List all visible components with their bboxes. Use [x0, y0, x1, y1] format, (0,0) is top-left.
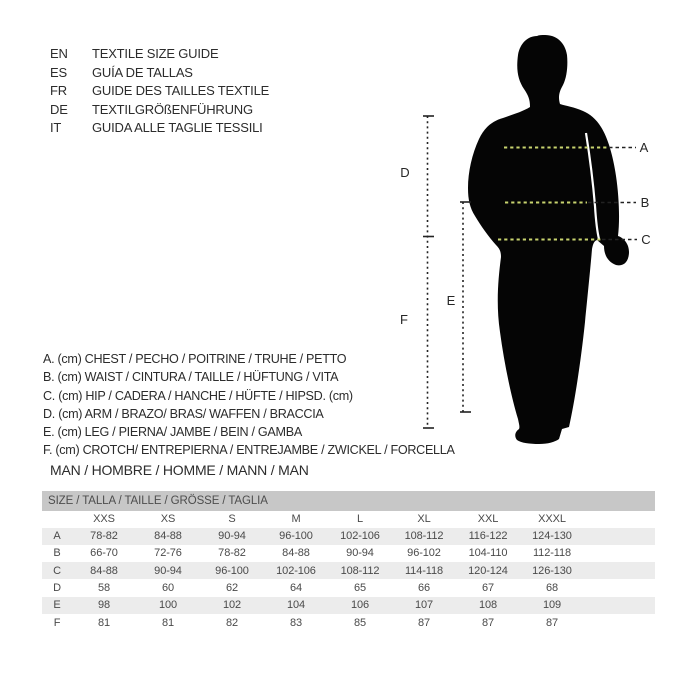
cell: 67	[481, 582, 495, 595]
legend-chest: A. (cm) CHEST / PECHO / POITRINE / TRUHE / PETTO	[43, 352, 347, 366]
measurement-legend	[43, 350, 455, 460]
cell: 66-70	[90, 547, 118, 560]
cell: 124-130	[532, 530, 572, 543]
diagram-label-f: F	[400, 312, 408, 327]
size-table	[42, 491, 655, 631]
col-xxl: XXL	[477, 513, 499, 526]
legend-waist: B. (cm) WAIST / CINTURA / TAILLE / HÜFTUNG / VITA	[43, 370, 339, 385]
cell: 66	[417, 582, 431, 595]
language-code: ES	[50, 64, 67, 80]
cell: 98	[97, 599, 111, 612]
language-title: TEXTILE SIZE GUIDE	[92, 46, 219, 61]
language-code: IT	[50, 120, 62, 136]
cell: 96-100	[279, 530, 313, 543]
cell: 96-100	[215, 564, 249, 577]
table-row-f	[42, 614, 655, 631]
cell: 109	[542, 599, 562, 612]
cell: 90-94	[154, 564, 182, 577]
cell: 87	[417, 616, 431, 629]
cell: 87	[545, 616, 559, 629]
col-xl: XL	[417, 513, 431, 526]
row-label: D	[53, 582, 61, 595]
cell: 85	[353, 616, 367, 629]
language-title: GUIDA ALLE TAGLIE TESSILI	[92, 120, 263, 136]
language-code: DE	[50, 101, 68, 117]
cell: 60	[161, 582, 175, 595]
cell: 83	[289, 616, 303, 629]
cell: 64	[289, 582, 303, 595]
cell: 72-76	[154, 547, 182, 560]
cell: 104	[286, 599, 306, 612]
row-label: A	[53, 530, 61, 543]
language-title: GUÍA DE TALLAS	[92, 64, 193, 80]
col-l: L	[356, 513, 364, 526]
cell: 116-122	[468, 530, 508, 543]
cell: 120-124	[468, 564, 508, 577]
cell: 90-94	[346, 547, 374, 560]
cell: 114-118	[404, 564, 444, 577]
diagram-label-b: B	[640, 195, 650, 210]
legend-hip: C. (cm) HIP / CADERA / HANCHE / HÜFTE / HIPSD. (cm)	[43, 388, 353, 403]
diagram-label-a: A	[639, 140, 649, 155]
col-xxxl: XXXL	[538, 513, 566, 526]
cell: 104-110	[468, 547, 508, 560]
table-row-a	[42, 528, 655, 545]
cell: 102-106	[340, 530, 380, 543]
table-row-d	[42, 579, 655, 596]
language-code: EN	[50, 46, 68, 61]
category-man-label: MAN / HOMBRE / HOMME / MANN / MAN	[50, 462, 309, 478]
cell: 82	[225, 616, 239, 629]
cell: 108	[478, 599, 498, 612]
cell: 126-130	[532, 564, 572, 577]
cell: 84-88	[90, 564, 118, 577]
cell: 87	[481, 616, 495, 629]
size-column-header-row	[42, 511, 655, 528]
row-label: F	[53, 616, 61, 629]
size-table-header: SIZE / TALLA / TAILLE / GRÖSSE / TAGLIA	[42, 491, 655, 511]
cell: 108-112	[340, 564, 380, 577]
cell: 68	[545, 582, 559, 595]
cell: 84-88	[154, 530, 182, 543]
table-row-b	[42, 545, 655, 562]
cell: 112-118	[532, 547, 572, 560]
diagram-label-c: C	[641, 232, 651, 247]
row-label: B	[53, 547, 61, 560]
cell: 62	[225, 582, 239, 595]
diagram-label-d: D	[400, 165, 410, 180]
language-code: FR	[50, 83, 67, 99]
cell: 102	[222, 599, 242, 612]
cell: 65	[353, 582, 367, 595]
table-row-c	[42, 562, 655, 579]
cell: 106	[350, 599, 370, 612]
cell: 96-102	[407, 547, 441, 560]
row-label: C	[53, 564, 61, 577]
legend-arm: D. (cm) ARM / BRAZO/ BRAS/ WAFFEN / BRACCIA	[43, 406, 324, 421]
language-title: TEXTILGRÖßENFÜHRUNG	[92, 101, 253, 117]
cell: 107	[414, 599, 434, 612]
language-title: GUIDE DES TAILLES TEXTILE	[92, 83, 270, 99]
cell: 81	[161, 616, 175, 629]
table-row-e	[42, 597, 655, 614]
diagram-label-e: E	[446, 293, 456, 308]
row-label: E	[53, 599, 61, 612]
col-m: M	[291, 513, 301, 526]
col-xs: XS	[160, 513, 176, 526]
cell: 108-112	[404, 530, 444, 543]
cell: 58	[97, 582, 111, 595]
cell: 78-82	[90, 530, 118, 543]
legend-crotch: F. (cm) CROTCH/ ENTREPIERNA / ENTREJAMBE / ZWICKEL / FORCELLA	[43, 443, 455, 458]
col-s: S	[228, 513, 236, 526]
cell: 102-106	[276, 564, 316, 577]
col-xxs: XXS	[93, 513, 115, 526]
legend-leg: E. (cm) LEG / PIERNA/ JAMBE / BEIN / GAMBA	[43, 425, 302, 440]
cell: 84-88	[282, 547, 310, 560]
cell: 90-94	[218, 530, 246, 543]
cell: 81	[97, 616, 111, 629]
cell: 100	[158, 599, 178, 612]
cell: 78-82	[218, 547, 246, 560]
